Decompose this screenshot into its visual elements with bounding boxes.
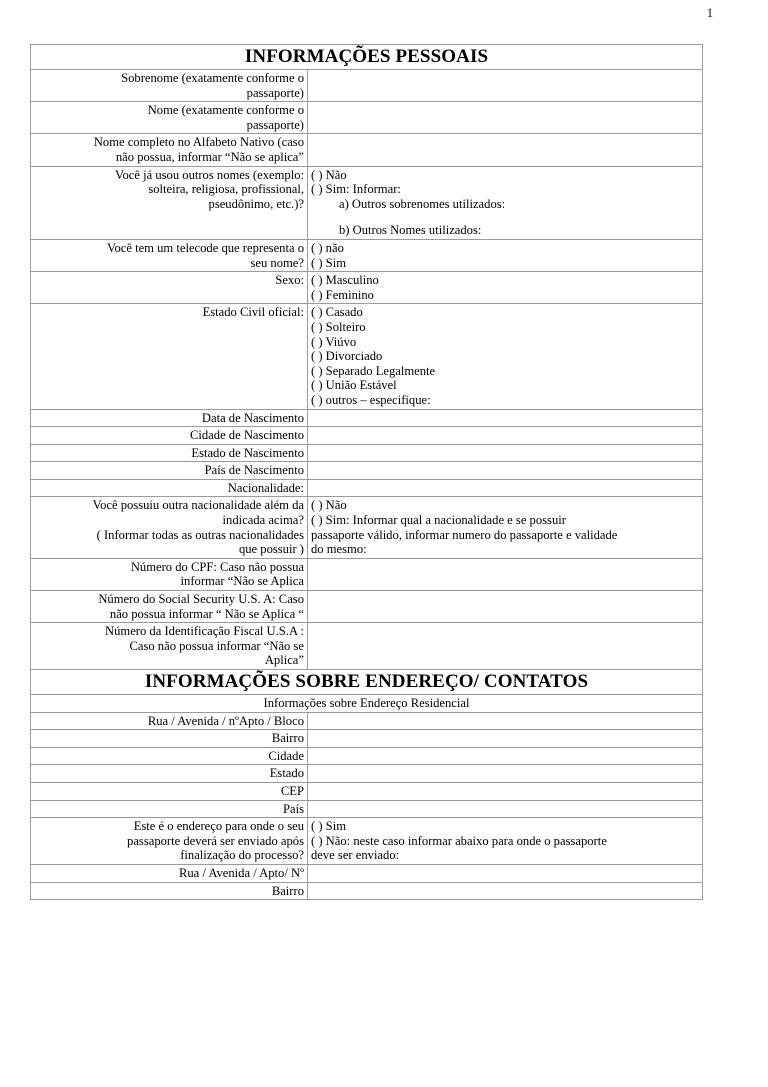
table-row-sex xyxy=(31,272,703,304)
label-passport-address xyxy=(31,818,308,865)
label-native-name-line1: Nome completo no Alfabeto Nativo (caso xyxy=(93,135,304,150)
label-marital-status: Estado Civil oficial: xyxy=(31,304,308,409)
field-surname[interactable] xyxy=(308,70,703,102)
label-tax-id-line1: Número da Identificação Fiscal U.S.A : xyxy=(105,624,304,639)
field-other-names xyxy=(308,166,703,239)
checkbox-telecode-no[interactable]: ( ) não xyxy=(311,240,344,255)
label-street2: Rua / Avenida / Apto/ Nº xyxy=(31,864,308,882)
label-passport-address-line3: finalização do processo? xyxy=(180,848,304,863)
checkbox-other-nationality-yes[interactable]: ( ) Sim: Informar qual a nacionalidade e se possuir xyxy=(311,513,566,528)
label-city: Cidade xyxy=(31,747,308,765)
field-birth-country[interactable] xyxy=(308,462,703,480)
table-row-ssn xyxy=(31,591,703,623)
label-name xyxy=(31,102,308,134)
field-birth-state[interactable] xyxy=(308,444,703,462)
table-row-birth-city xyxy=(31,427,703,445)
label-birth-date: Data de Nascimento xyxy=(31,409,308,427)
field-passport-address xyxy=(308,818,703,865)
table-row-street xyxy=(31,712,703,730)
label-neighborhood2: Bairro xyxy=(31,882,308,900)
field-sex xyxy=(308,272,703,304)
table-row-country xyxy=(31,800,703,818)
label-other-names xyxy=(31,166,308,239)
table-row-native-name xyxy=(31,134,703,166)
table-row-state xyxy=(31,765,703,783)
checkbox-marital-separado[interactable]: ( ) Separado Legalmente xyxy=(311,363,436,378)
checkbox-other-names-no[interactable]: ( ) Não xyxy=(311,167,347,182)
checkbox-marital-solteiro[interactable]: ( ) Solteiro xyxy=(311,319,366,334)
field-tax-id[interactable] xyxy=(308,623,703,670)
label-birth-city: Cidade de Nascimento xyxy=(31,427,308,445)
field-nationality[interactable] xyxy=(308,479,703,497)
field-birth-city[interactable] xyxy=(308,427,703,445)
label-other-names-line1: Você já usou outros nomes (exemplo: xyxy=(115,167,304,182)
checkbox-sex-female[interactable]: ( ) Feminino xyxy=(311,287,374,302)
label-surname-line1: Sobrenome (exatamente conforme o xyxy=(121,71,304,86)
table-row-other-nationality xyxy=(31,497,703,558)
checkbox-marital-uniao-estavel[interactable]: ( ) União Estável xyxy=(311,378,397,393)
label-ssn-line1: Número do Social Security U.S. A: Caso xyxy=(98,592,304,607)
label-tax-id xyxy=(31,623,308,670)
label-other-names-line3: pseudônimo, etc.)? xyxy=(208,196,304,211)
subsection-header-residential-address xyxy=(31,695,703,713)
label-surname xyxy=(31,70,308,102)
label-ssn-line2: não possua informar “ Não se Aplica “ xyxy=(109,606,304,621)
field-other-nationality xyxy=(308,497,703,558)
field-ssn[interactable] xyxy=(308,591,703,623)
table-row-surname xyxy=(31,70,703,102)
checkbox-marital-casado[interactable]: ( ) Casado xyxy=(311,305,363,320)
page-number: 1 xyxy=(706,6,713,20)
label-passport-address-line1: Este é o endereço para onde o seu xyxy=(133,819,304,834)
checkbox-marital-viuvo[interactable]: ( ) Viúvo xyxy=(311,334,357,349)
other-nationality-yes-line2: passaporte válido, informar numero do passaporte e validade xyxy=(311,527,618,542)
label-native-name xyxy=(31,134,308,166)
checkbox-telecode-yes[interactable]: ( ) Sim xyxy=(311,255,346,270)
label-zip: CEP xyxy=(31,783,308,801)
table-row-zip xyxy=(31,783,703,801)
checkbox-passport-address-yes[interactable]: ( ) Sim xyxy=(311,819,346,834)
label-cpf-line2: informar “Não se Aplica xyxy=(180,574,304,589)
table-row-nationality xyxy=(31,479,703,497)
field-marital-status xyxy=(308,304,703,409)
label-other-nationality-line2: indicada acima? xyxy=(222,513,304,528)
label-passport-address-line2: passaporte deverá ser enviado após xyxy=(127,833,304,848)
label-tax-id-line3: Aplica” xyxy=(264,653,304,668)
label-state: Estado xyxy=(31,765,308,783)
field-birth-date[interactable] xyxy=(308,409,703,427)
label-other-nationality xyxy=(31,497,308,558)
table-row-telecode xyxy=(31,239,703,271)
table-row-neighborhood xyxy=(31,730,703,748)
passport-address-no-line2: deve ser enviado: xyxy=(311,848,400,863)
field-neighborhood[interactable] xyxy=(308,730,703,748)
field-country[interactable] xyxy=(308,800,703,818)
table-row-tax-id xyxy=(31,623,703,670)
table-row-birth-state xyxy=(31,444,703,462)
label-surname-line2: passaporte) xyxy=(246,85,304,100)
label-other-nationality-line3: ( Informar todas as outras nacionalidades xyxy=(96,527,304,542)
label-neighborhood: Bairro xyxy=(31,730,308,748)
label-cpf xyxy=(31,558,308,590)
label-name-line2: passaporte) xyxy=(246,117,304,132)
personal-information-form xyxy=(30,44,703,900)
field-other-surnames[interactable]: a) Outros sobrenomes utilizados: xyxy=(339,196,506,211)
section-title-address: INFORMAÇÕES SOBRE ENDEREÇO/ CONTATOS xyxy=(31,670,703,695)
label-other-names-line2: solteira, religiosa, profissional, xyxy=(148,182,304,197)
label-telecode-line2: seu nome? xyxy=(250,255,304,270)
table-row-other-names xyxy=(31,166,703,239)
checkbox-passport-address-no[interactable]: ( ) Não: neste caso informar abaixo para onde o passaporte xyxy=(311,833,607,848)
table-row-city xyxy=(31,747,703,765)
section-header-personal xyxy=(31,45,703,70)
field-city[interactable] xyxy=(308,747,703,765)
label-country: País xyxy=(31,800,308,818)
checkbox-other-nationality-no[interactable]: ( ) Não xyxy=(311,498,347,513)
checkbox-sex-male[interactable]: ( ) Masculino xyxy=(311,273,379,288)
field-other-given-names[interactable]: b) Outros Nomes utilizados: xyxy=(339,223,482,238)
label-native-name-line2: não possua, informar “Não se aplica” xyxy=(115,150,304,164)
label-name-line1: Nome (exatamente conforme o xyxy=(147,103,304,118)
table-row-passport-address xyxy=(31,818,703,865)
label-tax-id-line2: Caso não possua informar “Não se xyxy=(129,638,304,653)
field-telecode xyxy=(308,239,703,271)
subsection-title-residential-address: Informações sobre Endereço Residencial xyxy=(31,695,703,713)
spacer xyxy=(311,211,699,223)
field-neighborhood2[interactable] xyxy=(308,882,703,900)
table-row-birth-date xyxy=(31,409,703,427)
table-row-name xyxy=(31,102,703,134)
field-zip[interactable] xyxy=(308,783,703,801)
table-row-street2 xyxy=(31,864,703,882)
checkbox-marital-outros[interactable]: ( ) outros – especifique: xyxy=(311,392,431,407)
checkbox-other-names-yes[interactable]: ( ) Sim: Informar: xyxy=(311,182,401,197)
label-telecode xyxy=(31,239,308,271)
table-row-neighborhood2 xyxy=(31,882,703,900)
table-row-marital-status xyxy=(31,304,703,409)
label-telecode-line1: Você tem um telecode que representa o xyxy=(107,240,304,255)
table-row-birth-country xyxy=(31,462,703,480)
field-street[interactable] xyxy=(308,712,703,730)
table-row-cpf xyxy=(31,558,703,590)
section-header-address xyxy=(31,670,703,695)
label-birth-state: Estado de Nascimento xyxy=(31,444,308,462)
label-other-nationality-line4: que possuir ) xyxy=(238,542,304,557)
checkbox-marital-divorciado[interactable]: ( ) Divorciado xyxy=(311,349,383,364)
label-cpf-line1: Número do CPF: Caso não possua xyxy=(130,559,304,574)
field-street2[interactable] xyxy=(308,864,703,882)
field-cpf[interactable] xyxy=(308,558,703,590)
label-street: Rua / Avenida / nºApto / Bloco xyxy=(31,712,308,730)
other-nationality-yes-line3: do mesmo: xyxy=(311,542,367,557)
label-ssn xyxy=(31,591,308,623)
label-other-nationality-line1: Você possuiu outra nacionalidade além da xyxy=(92,498,304,513)
label-birth-country: País de Nascimento xyxy=(31,462,308,480)
label-sex: Sexo: xyxy=(31,272,308,304)
field-name[interactable] xyxy=(308,102,703,134)
field-state[interactable] xyxy=(308,765,703,783)
section-title-personal: INFORMAÇÕES PESSOAIS xyxy=(31,45,703,70)
field-native-name[interactable] xyxy=(308,134,703,166)
label-nationality: Nacionalidade: xyxy=(31,479,308,497)
